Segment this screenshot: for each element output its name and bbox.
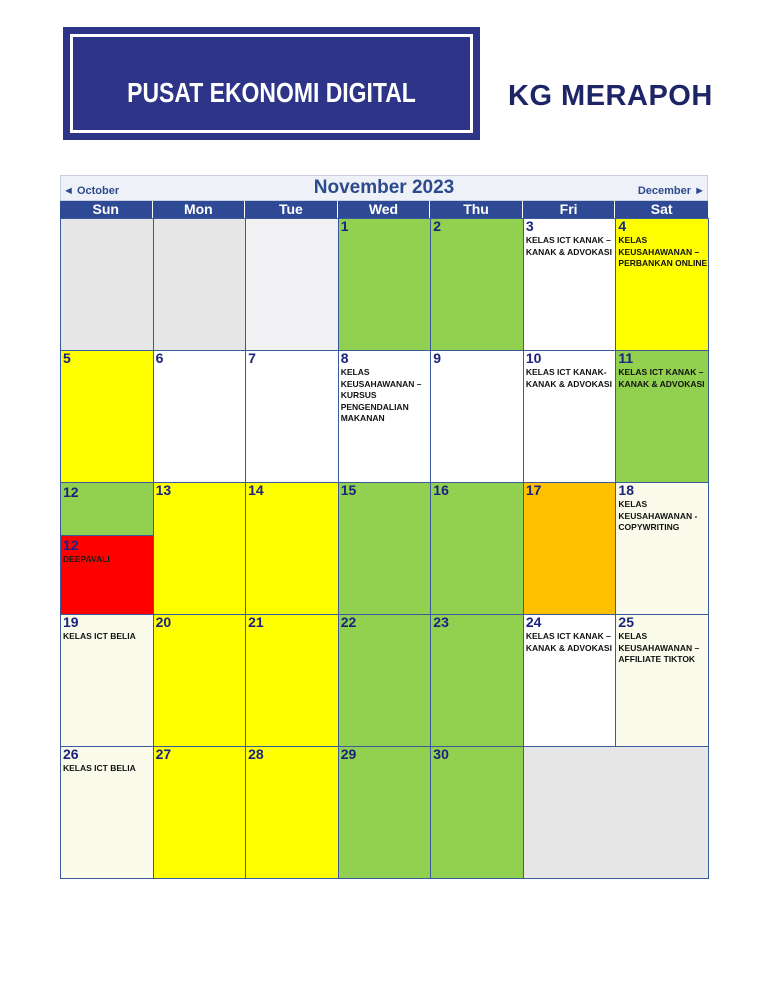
- day-cell[interactable]: [60, 614, 154, 747]
- day-number: 9: [433, 350, 442, 366]
- weekday-header-row: [60, 201, 708, 218]
- day-cell[interactable]: [523, 614, 617, 747]
- day-number: 14: [248, 482, 264, 498]
- day-cell[interactable]: [153, 482, 247, 615]
- day-cell[interactable]: [615, 482, 709, 615]
- calendar: [60, 175, 708, 878]
- day-number: 8: [340, 350, 349, 366]
- day-cell[interactable]: [153, 218, 247, 351]
- event-note: [524, 498, 616, 499]
- location-title: KG MERAPOH: [508, 80, 713, 112]
- event-note: [431, 234, 523, 235]
- day-number: 20: [155, 614, 172, 630]
- day-cell[interactable]: [615, 614, 709, 747]
- event-note: KELAS ICT BELIA: [63, 763, 136, 773]
- day-cell[interactable]: [245, 350, 339, 483]
- day-cell[interactable]: [338, 350, 432, 483]
- event-note: [61, 366, 153, 367]
- day-number: 12: [63, 484, 79, 500]
- event-note: KELAS ICT KANAK – KANAK & ADVOKASI: [618, 367, 705, 389]
- day-number: 21: [248, 614, 264, 630]
- prev-month-link[interactable]: ◄ October: [63, 185, 120, 197]
- day-number: 5: [63, 350, 71, 366]
- event-note: DEEPAVALI: [63, 554, 110, 564]
- day-cell[interactable]: [245, 218, 339, 351]
- day-number: 7: [248, 350, 256, 366]
- day-number: 30: [433, 746, 449, 762]
- event-note: [246, 366, 338, 367]
- event-note: KELAS ICT KANAK – KANAK & ADVOKASI: [525, 235, 612, 257]
- day-cell[interactable]: [338, 614, 432, 747]
- day-cell[interactable]: [338, 218, 432, 351]
- weekday-sun: Sun: [60, 201, 153, 218]
- day-cell[interactable]: [338, 746, 432, 879]
- day-cell[interactable]: [245, 614, 339, 747]
- event-note: [246, 498, 338, 499]
- event-note: KELAS ICT KANAK-KANAK & ADVOKASI: [525, 367, 612, 389]
- banner-title: PUSAT EKONOMI DIGITAL: [127, 77, 416, 108]
- event-note: KELAS KEUSAHAWANAN – KURSUS PENGENDALIAN MAKANAN: [340, 367, 422, 423]
- event-note: [339, 498, 431, 499]
- day-cell[interactable]: [60, 746, 154, 879]
- day-number: 28: [248, 746, 264, 762]
- day-number: 15: [340, 482, 357, 498]
- event-note: [431, 366, 523, 367]
- event-note: [246, 630, 338, 631]
- month-title: November 2023: [313, 177, 455, 198]
- day-number: 19: [63, 614, 79, 630]
- day-number: 6: [155, 350, 164, 366]
- event-note: [61, 500, 153, 501]
- day-cell[interactable]: [430, 746, 524, 879]
- event-note: KELAS KEUSAHAWANAN - COPYWRITING: [618, 499, 698, 532]
- day-cell[interactable]: [430, 482, 524, 615]
- day-cell[interactable]: [153, 746, 247, 879]
- day-cell[interactable]: [245, 482, 339, 615]
- next-month-link[interactable]: December ►: [637, 185, 705, 197]
- day-number: 1: [340, 218, 349, 234]
- event-note: [431, 630, 523, 631]
- event-note: [154, 498, 246, 499]
- day-number: 23: [433, 614, 449, 630]
- event-note: [246, 219, 338, 220]
- day-number: 17: [525, 482, 542, 498]
- day-number: 12: [63, 537, 79, 553]
- event-note: [61, 219, 153, 220]
- day-cell[interactable]: [245, 746, 339, 879]
- banner-frame: [70, 34, 473, 133]
- event-note: KELAS ICT BELIA: [63, 631, 136, 641]
- day-cell[interactable]: [60, 482, 154, 536]
- event-note: [431, 762, 523, 763]
- event-note: KELAS KEUSAHAWANAN – PERBANKAN ONLINE: [618, 235, 708, 268]
- day-number: 27: [155, 746, 172, 762]
- day-cell[interactable]: [60, 350, 154, 483]
- event-note: [339, 234, 431, 235]
- day-cell[interactable]: [523, 746, 709, 879]
- day-number: 18: [618, 482, 634, 498]
- day-number: 16: [433, 482, 449, 498]
- day-cell[interactable]: [153, 614, 247, 747]
- day-cell[interactable]: [430, 614, 524, 747]
- day-number: 2: [433, 218, 442, 234]
- day-number: 4: [618, 218, 627, 234]
- day-cell[interactable]: [523, 218, 617, 351]
- event-note: [339, 762, 431, 763]
- event-note: [154, 219, 246, 220]
- weekday-mon: Mon: [153, 201, 246, 218]
- weekday-sat: Sat: [650, 201, 673, 217]
- weekday-fri: Fri: [523, 201, 616, 218]
- day-number: 10: [525, 350, 542, 366]
- day-cell[interactable]: [615, 218, 709, 351]
- day-cell[interactable]: [153, 350, 247, 483]
- weekday-thu: Thu: [430, 201, 523, 218]
- event-note: [524, 747, 708, 748]
- day-number: 25: [618, 614, 634, 630]
- day-cell[interactable]: [60, 535, 154, 615]
- event-note: [154, 366, 246, 367]
- day-number: 3: [525, 218, 534, 234]
- event-note: [339, 630, 431, 631]
- day-number: 13: [155, 482, 172, 498]
- day-cell[interactable]: [430, 350, 524, 483]
- day-cell[interactable]: [338, 482, 432, 615]
- event-note: [154, 762, 246, 763]
- day-number: 26: [63, 746, 79, 762]
- day-number: 24: [525, 614, 542, 630]
- day-number: 11: [618, 350, 634, 366]
- calendar-grid: [60, 218, 708, 878]
- calendar-header: [60, 175, 708, 201]
- event-note: KELAS KEUSAHAWANAN – AFFILIATE TIKTOK: [618, 631, 700, 664]
- event-note: KELAS ICT KANAK – KANAK & ADVOKASI: [525, 631, 612, 653]
- weekday-tue: Tue: [245, 201, 338, 218]
- day-cell[interactable]: [430, 218, 524, 351]
- event-note: [154, 630, 246, 631]
- weekday-wed: Wed: [338, 201, 431, 218]
- day-number: 29: [340, 746, 357, 762]
- event-note: [246, 762, 338, 763]
- day-cell[interactable]: [523, 350, 617, 483]
- title-banner: [63, 27, 480, 140]
- day-cell[interactable]: [615, 350, 709, 483]
- day-number: 22: [340, 614, 357, 630]
- day-cell[interactable]: [523, 482, 617, 615]
- day-cell[interactable]: [60, 218, 154, 351]
- event-note: [431, 498, 523, 499]
